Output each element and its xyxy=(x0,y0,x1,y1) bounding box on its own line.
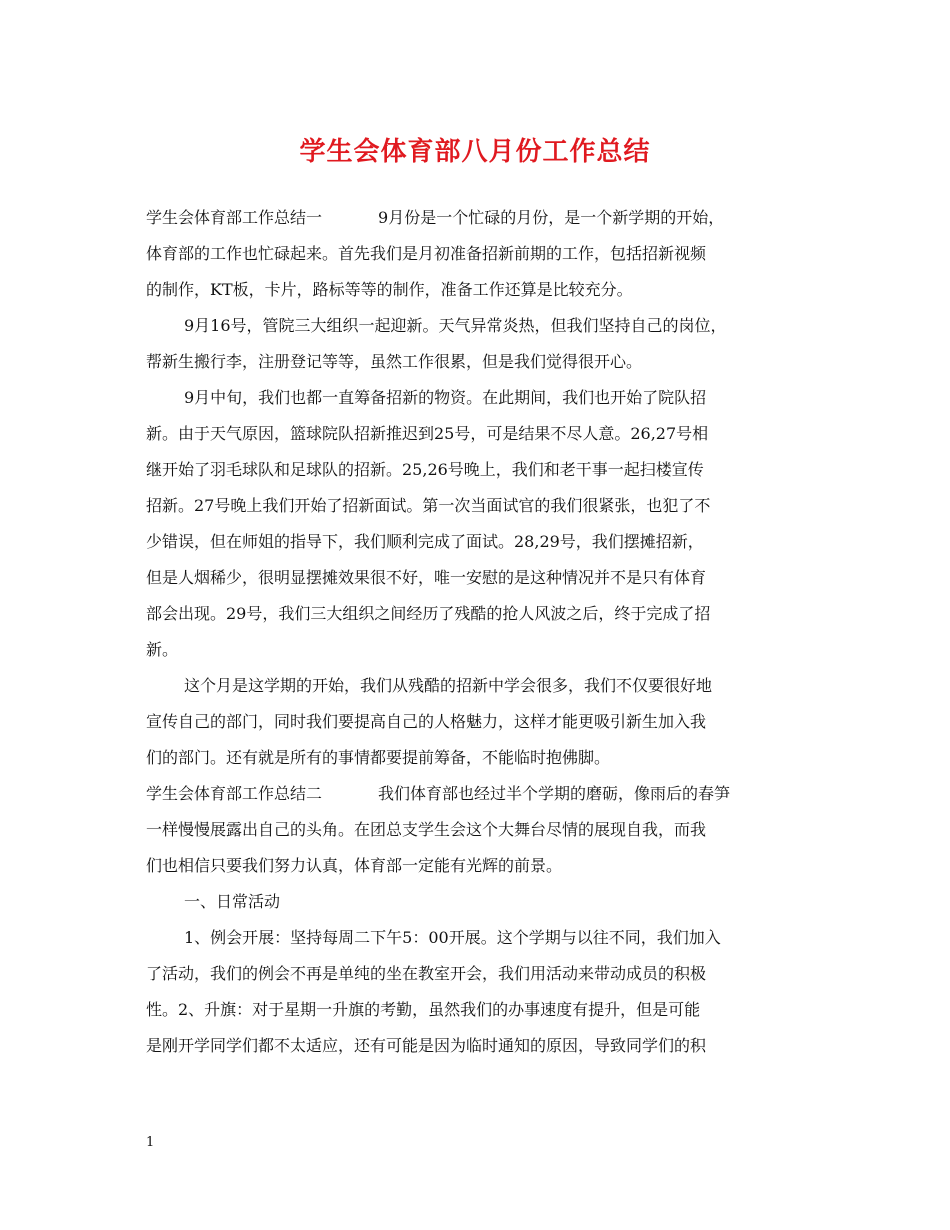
paragraph-line: 的制作，KT板，卡片，路标等等的制作，准备工作还算是比较充分。 xyxy=(146,280,633,299)
paragraph-line: 性。2、升旗：对于星期一升旗的考勤，虽然我们的办事速度有提升，但是可能 xyxy=(146,1000,701,1019)
paragraph-line: 但是人烟稀少，很明显摆摊效果很不好，唯一安慰的是这种情况并不是只有体育 xyxy=(146,568,707,587)
paragraph-line: 了活动，我们的例会不再是单纯的坐在教室开会，我们用活动来带动成员的积极 xyxy=(146,964,707,983)
page-number: 1 xyxy=(146,1135,155,1150)
paragraph-line: 9月16号，管院三大组织一起迎新。天气异常炎热，但我们坚持自己的岗位， xyxy=(184,316,727,335)
paragraph-line: 新。由于天气原因，篮球院队招新推迟到25号，可是结果不尽人意。26,27号相 xyxy=(146,424,709,443)
paragraph-line: 新。 xyxy=(146,640,179,659)
document-title: 学生会体育部八月份工作总结 xyxy=(299,137,651,167)
paragraph-line: 少错误，但在师姐的指导下，我们顺利完成了面试。28,29号，我们摆摊招新， xyxy=(146,532,704,551)
paragraph-line: 宣传自己的部门，同时我们要提高自己的人格魅力，这样才能更吸引新生加入我 xyxy=(146,712,707,731)
paragraph-line: 是刚开学同学们都不太适应，还有可能是因为临时通知的原因，导致同学们的积 xyxy=(146,1036,707,1055)
paragraph-line: 体育部的工作也忙碌起来。首先我们是月初准备招新前期的工作，包括招新视频 xyxy=(146,244,707,263)
paragraph-line: 招新。27号晚上我们开始了招新面试。第一次当面试官的我们很紧张，也犯了不 xyxy=(146,496,711,515)
document-body xyxy=(146,200,806,1064)
paragraph-line: 学生会体育部工作总结一 9月份是一个忙碌的月份，是一个新学期的开始， xyxy=(146,208,725,227)
section-heading: 学生会体育部工作总结一 xyxy=(146,208,323,227)
paragraph-line: 这个月是这学期的开始，我们从残酷的招新中学会很多，我们不仅要很好地 xyxy=(184,676,713,695)
paragraph-line: 们也相信只要我们努力认真，体育部一定能有光辉的前景。 xyxy=(146,856,563,875)
paragraph-line: 一样慢慢展露出自己的头角。在团总支学生会这个大舞台尽情的展现自我，而我 xyxy=(146,820,707,839)
paragraph-line: 1、例会开展：坚持每周二下午5：00开展。这个学期与以往不同，我们加入 xyxy=(184,928,721,947)
paragraph-line: 帮新生搬行李，注册登记等等，虽然工作很累，但是我们觉得很开心。 xyxy=(146,352,643,371)
paragraph-line: 学生会体育部工作总结二 我们体育部也经过半个学期的磨砺，像雨后的春笋 xyxy=(146,784,731,803)
paragraph-line: 继开始了羽毛球队和足球队的招新。25,26号晚上，我们和老干事一起扫楼宣传 xyxy=(146,460,704,479)
subheading: 一、日常活动 xyxy=(184,892,281,911)
paragraph-line: 9月中旬，我们也都一直筹备招新的物资。在此期间，我们也开始了院队招 xyxy=(184,388,707,407)
paragraph-line: 部会出现。29号，我们三大组织之间经历了残酷的抢人风波之后，终于完成了招 xyxy=(146,604,711,623)
section-heading: 学生会体育部工作总结二 xyxy=(146,784,323,803)
paragraph-line: 们的部门。还有就是所有的事情都要提前筹备，不能临时抱佛脚。 xyxy=(146,748,611,767)
